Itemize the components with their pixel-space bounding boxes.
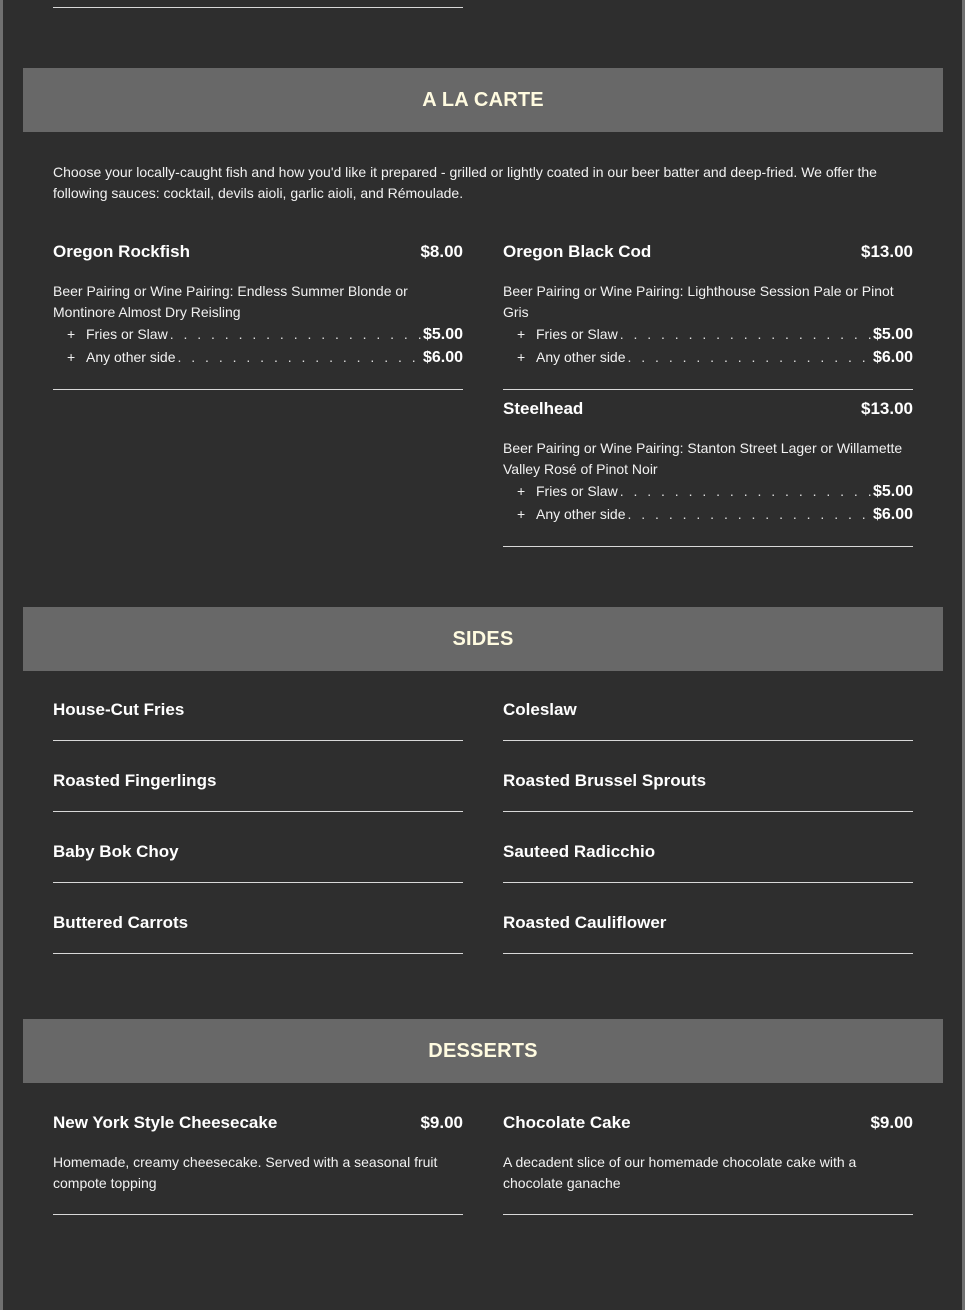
option-price: $5.00 xyxy=(872,483,913,500)
divider xyxy=(503,882,913,883)
side-option xyxy=(503,323,913,346)
option-label: Any other side xyxy=(86,349,176,365)
side-name: Roasted Fingerlings xyxy=(53,771,217,790)
option-price: $6.00 xyxy=(872,506,913,523)
option-label: Any other side xyxy=(536,349,626,365)
side-name: Roasted Cauliflower xyxy=(503,913,667,932)
item-price: $8.00 xyxy=(420,242,463,261)
side-item xyxy=(503,771,913,842)
item-name: Oregon Black Cod xyxy=(503,242,652,261)
side-item xyxy=(53,842,463,913)
footnote-cutoff xyxy=(23,1298,943,1310)
side-name: Baby Bok Choy xyxy=(53,842,179,861)
plus-icon: + xyxy=(517,483,526,499)
item-price: $9.00 xyxy=(420,1113,463,1132)
side-item xyxy=(53,771,463,842)
side-option xyxy=(53,346,463,369)
item-pairing: Beer Pairing or Wine Pairing: Stanton Street Lager or Willamette Valley Rosé of Pinot Noir xyxy=(503,440,903,477)
divider xyxy=(503,811,913,812)
section-title: SIDES xyxy=(452,627,514,650)
option-label: Fries or Slaw xyxy=(536,483,618,499)
dessert-item xyxy=(503,1113,913,1215)
item-price: $13.00 xyxy=(861,242,913,261)
divider xyxy=(53,7,463,8)
a-la-carte-intro: Choose your locally-caught fish and how you'd like it prepared - grilled or lightly coated in our beer batter and deep-fried. We offer the following sauces: cocktail, devils aioli, garlic aioli, and Rémoulade. xyxy=(53,164,877,201)
menu-item xyxy=(503,399,913,547)
divider xyxy=(53,811,463,812)
item-name: Steelhead xyxy=(503,399,584,418)
plus-icon: + xyxy=(517,506,526,522)
section-title: DESSERTS xyxy=(428,1039,538,1062)
side-name: Sauteed Radicchio xyxy=(503,842,656,861)
dot-leader xyxy=(178,346,421,368)
section-header-a-la-carte xyxy=(23,68,943,132)
side-name: Buttered Carrots xyxy=(53,913,189,932)
divider xyxy=(53,882,463,883)
section-header-sides xyxy=(23,607,943,671)
side-option xyxy=(503,346,913,369)
sides-list-left xyxy=(53,700,463,984)
side-option xyxy=(503,480,913,503)
divider xyxy=(503,546,913,547)
dessert-item xyxy=(53,1113,463,1215)
item-pairing: Beer Pairing or Wine Pairing: Endless Summer Blonde or Montinore Almost Dry Reisling xyxy=(53,283,408,320)
plus-icon: + xyxy=(517,326,526,342)
section-header-desserts xyxy=(23,1019,943,1083)
option-label: Any other side xyxy=(536,506,626,522)
divider xyxy=(53,389,463,390)
item-pairing: Beer Pairing or Wine Pairing: Lighthouse Session Pale or Pinot Gris xyxy=(503,283,894,320)
menu-item xyxy=(503,242,913,390)
item-name: New York Style Cheesecake xyxy=(53,1113,278,1132)
sides-list-right xyxy=(503,700,913,984)
section-title: A LA CARTE xyxy=(422,88,544,111)
side-name: Roasted Brussel Sprouts xyxy=(503,771,707,790)
divider xyxy=(53,740,463,741)
menu-item xyxy=(53,242,463,390)
side-name: Coleslaw xyxy=(503,700,577,719)
item-description: Homemade, creamy cheesecake. Served with a seasonal fruit compote topping xyxy=(53,1154,438,1191)
plus-icon: + xyxy=(67,349,76,365)
divider xyxy=(503,740,913,741)
side-item xyxy=(503,842,913,913)
side-name: House-Cut Fries xyxy=(53,700,185,719)
side-option xyxy=(53,323,463,346)
divider xyxy=(503,953,913,954)
option-price: $6.00 xyxy=(422,349,463,366)
item-name: Oregon Rockfish xyxy=(53,242,190,261)
side-option xyxy=(503,503,913,526)
item-price: $9.00 xyxy=(870,1113,913,1132)
dot-leader xyxy=(620,480,871,502)
previous-section-panel xyxy=(23,0,943,68)
dot-leader xyxy=(620,323,871,345)
divider xyxy=(503,389,913,390)
option-price: $5.00 xyxy=(422,326,463,343)
dot-leader xyxy=(170,323,421,345)
plus-icon: + xyxy=(517,349,526,365)
option-price: $5.00 xyxy=(872,326,913,343)
divider xyxy=(53,1214,463,1215)
option-label: Fries or Slaw xyxy=(536,326,618,342)
item-description: A decadent slice of our homemade chocolate cake with a chocolate ganache xyxy=(503,1154,857,1191)
side-item xyxy=(503,913,913,984)
divider xyxy=(53,953,463,954)
side-item xyxy=(53,700,463,771)
plus-icon: + xyxy=(67,326,76,342)
dot-leader xyxy=(628,503,871,525)
item-price: $13.00 xyxy=(861,399,913,418)
option-price: $6.00 xyxy=(872,349,913,366)
side-item xyxy=(503,700,913,771)
item-name: Chocolate Cake xyxy=(503,1113,631,1132)
divider xyxy=(503,1214,913,1215)
option-label: Fries or Slaw xyxy=(86,326,168,342)
side-item xyxy=(53,913,463,984)
dot-leader xyxy=(628,346,871,368)
